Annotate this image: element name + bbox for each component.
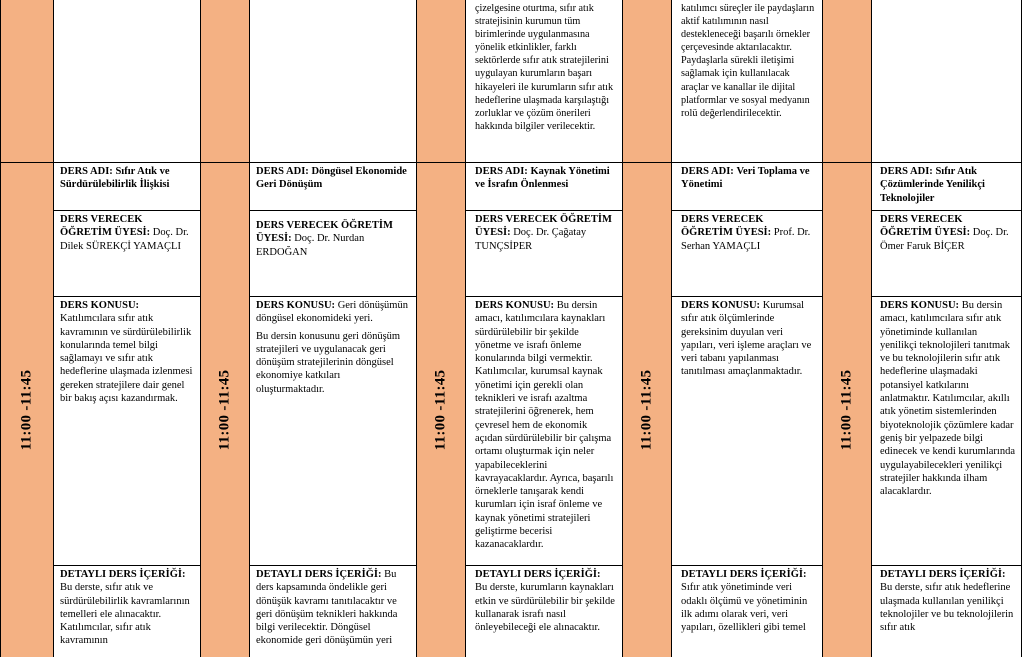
topic-text-2: Bu dersin konusunu geri dönüşüm stratejileri ve uygulanacak geri dönüşüm stratejilerinin döngüsel ekonomiye katkıları oluşturmaktadır. — [256, 330, 401, 395]
instructor-cell-5 — [872, 211, 1022, 296]
topic-text: Katılımcılara sıfır atık kavramının ve sürdürülebilirlik konularında temel bilgi sağlamayı ve sıfır atık hedeflerine ulaşmada izlenmesi gereken stratejilere dair genel bir bakış açısı kazandırmak. — [60, 313, 193, 405]
course-name-label: DERS ADI: — [681, 166, 734, 177]
topic-text: Kurumsal sıfır atık ölçümlerinde gereksinim duyulan veri yapıları, veri işleme araçları ve veri tabanı yapılanması tanıtılması amaçlanmaktadır. — [681, 300, 812, 378]
detail-cell-3 — [466, 566, 622, 657]
topic-cell-2 — [250, 297, 416, 565]
time-slot-label-4: 11:00 -11:45 — [638, 369, 655, 451]
course-name-label: DERS ADI: — [256, 166, 309, 177]
topic-text: Bu dersin amacı, katılımcılara kaynakları sürdürülebilir bir şekilde yönetme ve israfı önleme konularında bilgi vermektir. Katılımcılar, kurumsal kaynak yönetimi için gerekli olan teknikleri ve israfı azaltma stratejilerini öğrenerek, hem çevresel hem de ekonomik açıdan sürdürülebilir bir çalışma ortamı oluşturmak için neler yapabileceklerini kavrayacaklardır. Ayrıca, başarılı örneklerle tanışarak kendi kurumları için israf önleme ve kaynak yönetimi stratejileri geliştirme becerisi kazanacaklardır. — [475, 300, 614, 551]
topic-label: DERS KONUSU: — [60, 300, 140, 311]
instructor-name: Prof. Dr. Serhan YAMAÇLI — [681, 227, 811, 252]
instructor-name: Doç. Dr. Dilek SÜREKÇİ YAMAÇLI — [60, 227, 189, 252]
time-slot-label-5: 11:00 -11:45 — [838, 369, 855, 451]
detail-cell-1 — [54, 566, 200, 657]
instructor-label: DERS VERECEK ÖĞRETİM ÜYESİ: — [60, 214, 151, 239]
topic-text: Bu dersin amacı, katılımcılara sıfır atık yönetiminde kullanılan yenilikçi teknolojileri tanıtmak ve bu teknolojilerin sıfır atık hedeflerine ulaşmadaki potansiyel katkılarını anlatmaktır. Katılımcılar, akıllı atık yönetim sistemlerinden biyoteknolojik çözümlere kadar geniş bir yelpazede bilgi edinecek ve kendi kurumlarında uygulayabilecekleri yenilikçi stratejiler hakkında ilham alacaklardır. — [880, 300, 1015, 498]
course-name: Döngüsel Ekonomide Geri Dönüşüm — [256, 166, 407, 191]
detail-text: Bu derste, sıfır atık ve sürdürülebilirlik kavramlarının temelleri ele alınacaktır. Katılımcılar, sıfır atık kavramının — [60, 582, 190, 647]
course-name-label: DERS ADI: — [60, 166, 113, 177]
detail-cell-4 — [672, 566, 822, 657]
instructor-cell-3 — [466, 211, 622, 296]
topic-label: DERS KONUSU: — [475, 300, 555, 311]
course-name-cell-4 — [672, 163, 822, 210]
instructor-cell-2 — [250, 211, 416, 296]
topic-label: DERS KONUSU: — [256, 300, 336, 311]
instructor-label: DERS VERECEK ÖĞRETİM ÜYESİ: — [880, 214, 971, 239]
detail-label: DETAYLI DERS İÇERİĞİ: — [880, 569, 1006, 580]
detail-cell-2 — [250, 566, 416, 657]
course-name-label: DERS ADI: — [880, 166, 933, 177]
topic-cell-1 — [54, 297, 200, 565]
topic-label: DERS KONUSU: — [880, 300, 960, 311]
topic-cell-3 — [466, 297, 622, 565]
course-name-cell-3 — [466, 163, 622, 210]
instructor-cell-1 — [54, 211, 200, 296]
time-column-1 — [0, 0, 54, 657]
time-column-2 — [200, 0, 250, 657]
topic-cell-4 — [672, 297, 822, 565]
detail-label: DETAYLI DERS İÇERİĞİ: — [681, 569, 807, 580]
instructor-name: Doç. Dr. Nurdan ERDOĞAN — [256, 233, 365, 258]
time-slot-label-2: 11:00 -11:45 — [216, 369, 233, 451]
time-column-3 — [416, 0, 466, 657]
instructor-cell-4 — [672, 211, 822, 296]
previous-detail-continuation-4: katılımcı süreçler ile paydaşların aktif katılımının nasıl destekleneceği başarılı örnekler çerçevesinde aktarılacaktır. Paydaşlarla sürekli iletişimi sağlamak için kullanılacak araçlar ve kanallar ile dijital platformlar ve sosyal medyanın rolü değerlendirilecektir. — [681, 3, 815, 119]
detail-cell-5 — [872, 566, 1022, 657]
course-name: Sıfır Atık ve Sürdürülebilirlik İlişkisi — [60, 166, 170, 191]
previous-detail-continuation-3: çizelgesine oturtma, sıfır atık stratejisinin kurumun tüm birimlerinde uygulanmasına yönelik etkinlikler, farklı sektörlerde sıfır atık stratejilerini uygulayan kurumların başarı hikayeleri ile kurumların sıfır atık hedeflerine ulaşmada karşılaştığı zorluklar ve çözüm önerileri hakkında bilgiler verilecektir. — [475, 3, 614, 132]
course-name-cell-5 — [872, 163, 1022, 210]
course-name: Veri Toplama ve Yönetimi — [681, 166, 810, 191]
topic-label: DERS KONUSU: — [681, 300, 761, 311]
detail-label: DETAYLI DERS İÇERİĞİ: — [475, 569, 601, 580]
instructor-label: DERS VERECEK ÖĞRETİM ÜYESİ: — [681, 214, 772, 239]
detail-label: DETAYLI DERS İÇERİĞİ: — [256, 569, 382, 580]
time-column-4 — [622, 0, 672, 657]
topic-text: Geri dönüşümün döngüsel ekonomideki yeri. — [256, 300, 408, 325]
time-column-5 — [822, 0, 872, 657]
detail-text: Bu derste, kurumların kaynakları etkin ve sürdürülebilir bir şekilde kullanarak israfı nasıl önleyebileceği ele alınacaktır. — [475, 582, 615, 634]
instructor-label: DERS VERECEK ÖĞRETİM ÜYESİ: — [475, 214, 612, 239]
course-name-cell-1 — [54, 163, 200, 210]
time-slot-label-1: 11:00 -11:45 — [18, 369, 35, 451]
detail-text: Bu ders kapsamında öndelikle geri dönüşük kavramı tanıtılacaktır ve geri dönüşüm teknikleri hakkında bilgi verilecektir. Döngüsel ekonomide geri dönüşümün yeri — [256, 569, 398, 647]
instructor-name: Doç. Dr. Çağatay TUNÇSİPER — [475, 227, 587, 252]
detail-text: Sıfır atık yönetiminde veri odaklı ölçümü ve yönetiminin ilk adımı olarak veri, veri yapıları, özellikleri gibi temel — [681, 582, 808, 634]
time-slot-label-3: 11:00 -11:45 — [432, 369, 449, 451]
topic-cell-5 — [872, 297, 1022, 565]
course-name-cell-2 — [250, 163, 416, 210]
instructor-name: Doç. Dr. Ömer Faruk BİÇER — [880, 227, 1009, 252]
instructor-label: DERS VERECEK ÖĞRETİM ÜYESİ: — [256, 220, 393, 245]
detail-label: DETAYLI DERS İÇERİĞİ: — [60, 569, 186, 580]
course-name: Sıfır Atık Çözümlerinde Yenilikçi Teknolojiler — [880, 166, 985, 204]
course-name-label: DERS ADI: — [475, 166, 528, 177]
detail-text: Bu derste, sıfır atık hedeflerine ulaşmada kullanılan yenilikçi teknolojiler ve bu teknolojilerin sıfır atık — [880, 582, 1014, 634]
course-name: Kaynak Yönetimi ve İsrafın Önlenmesi — [475, 166, 610, 191]
